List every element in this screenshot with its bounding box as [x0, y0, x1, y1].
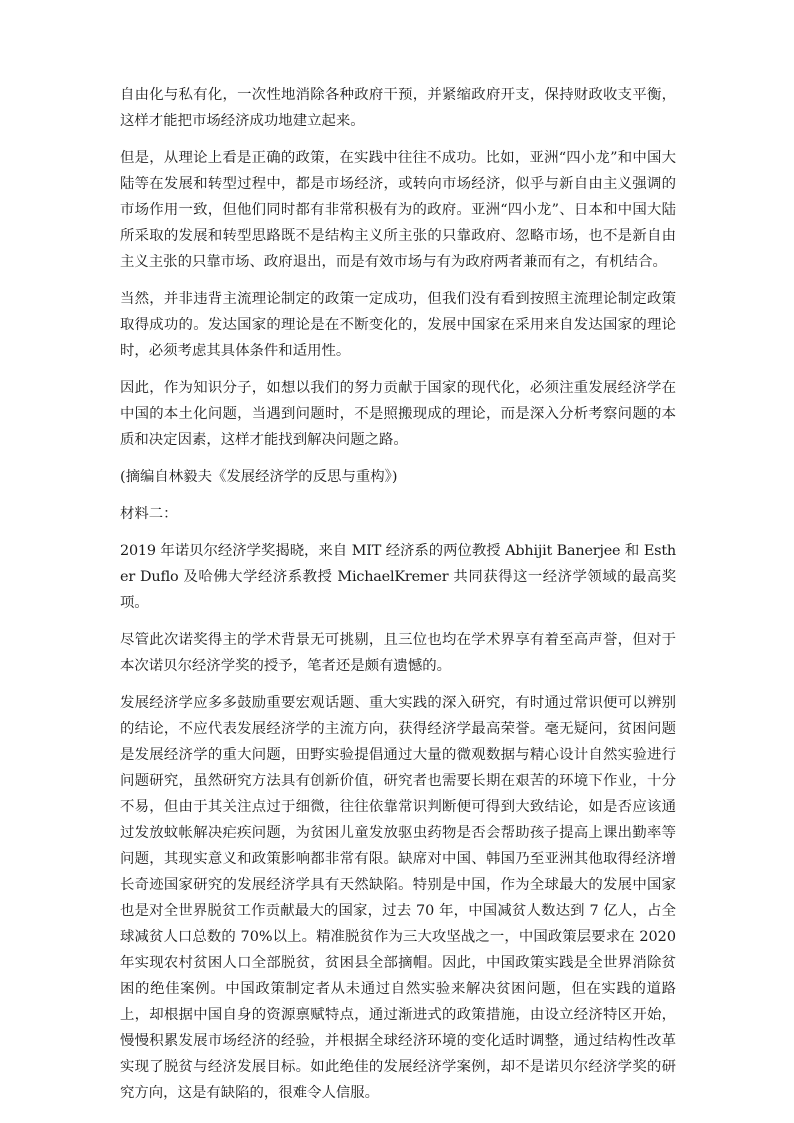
- source-citation: (摘编自林毅夫《发展经济学的反思与重构》): [120, 469, 398, 485]
- document-page: [120, 82, 676, 1117]
- paragraph-3: 当然，并非违背主流理论制定的政策一定成功，但我们没有看到按照主流理论制定政策取得成功的。发达国家的理论是在不断变化的，发展中国家在采用来自发达国家的理论时，必须考虑其具体条件和适用性。: [120, 291, 676, 359]
- paragraph-7: 发展经济学应多多鼓励重要宏观话题、重大实践的深入研究，有时通过常识便可以辨别的结论，不应代表发展经济学的主流方向，获得经济学最高荣誉。毫无疑问，贫困问题是发展经济学的重大问题，田野实验提倡通过大量的微观数据与精心设计自然实验进行问题研究，虽然研究方法具有创新价值，研究者也需要长期在艰苦的环境下作业，十分不易，但由于其关注点过于细微，往往依靠常识判断便可得到大致结论，如是否应该通过发放蚊帐解决疟疾问题，为贫困儿童发放驱虫药物是否会帮助孩子提高上课出勤率等问题，其现实意义和政策影响都非常有限。缺席对中国、韩国乃至亚洲其他取得经济增长奇迹国家研究的发展经济学具有天然缺陷。特别是中国，作为全球最大的发展中国家也是对全世界脱贫工作贡献最大的国家，过去 70 年，中国减贫人数达到 7 亿人，占全球减贫人口总数的 70%以上。精准脱贫作为三大攻坚战之一，中国政策层要求在 2020 年实现农村贫困人口全部脱贫，贫困县全部摘帽。因此，中国政策实践是全世界消除贫困的绝佳案例。中国政策制定者从未通过自然实验来解决贫困问题，但在实践的道路上，却根据中国自身的资源禀赋特点，通过渐进式的政策措施，由设立经济特区开始，慢慢积累发展市场经济的经验，并根据全球经济环境的变化适时调整，通过结构性改革实现了脱贫与经济发展目标。如此绝佳的发展经济学案例，却不是诺贝尔经济学奖的研究方向，这是有缺陷的，很难令人信服。: [120, 695, 676, 1101]
- paragraph-6: 尽管此次诺奖得主的学术背景无可挑剔，且三位也均在学术界享有着至高声誉，但对于本次诺贝尔经济学奖的授予，笔者还是颇有遗憾的。: [120, 632, 676, 674]
- section-heading-material-2: 材料二：: [120, 506, 178, 522]
- paragraph-2: 但是，从理论上看是正确的政策，在实践中往往不成功。比如，亚洲“四小龙”和中国大陆等在发展和转型过程中，都是市场经济，或转向市场经济，似乎与新自由主义强调的市场作用一致，但他们同时都有非常积极有为的政府。亚洲“四小龙”、日本和中国大陆所采取的发展和转型思路既不是结构主义所主张的只靠政府、忽略市场，也不是新自由主义主张的只靠市场、政府退出，而是有效市场与有为政府两者兼而有之，有机结合。: [120, 150, 676, 270]
- paragraph-4: 因此，作为知识分子，如想以我们的努力贡献于国家的现代化，必须注重发展经济学在中国的本土化问题，当遇到问题时，不是照搬现成的理论，而是深入分析考察问题的本质和决定因素，这样才能找到解决问题之路。: [120, 380, 676, 448]
- paragraph-5: 2019 年诺贝尔经济学奖揭晓，来自 MIT 经济系的两位教授 Abhijit Banerjee 和 Esther Duflo 及哈佛大学经济系教授 MichaelKremer 共同获得这一经济学领域的最高奖项。: [120, 543, 676, 611]
- paragraph-1: 自由化与私有化，一次性地消除各种政府干预，并紧缩政府开支，保持财政收支平衡，这样才能把市场经济成功地建立起来。: [120, 87, 676, 129]
